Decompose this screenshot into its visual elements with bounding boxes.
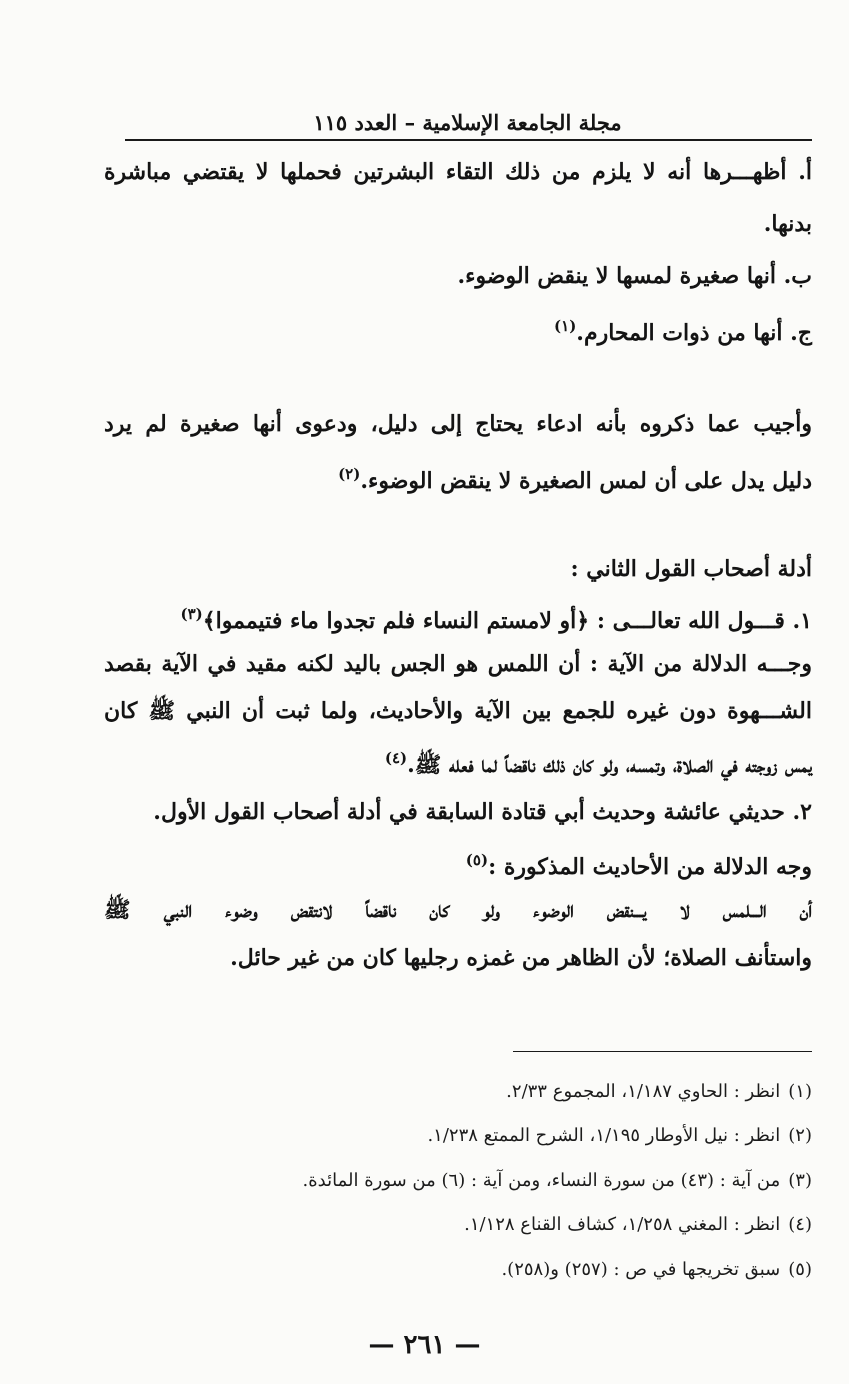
- footnote-number: (١): [788, 1081, 812, 1102]
- evidence2-line2-text: وجه الدلالة من الأحاديث المذكورة :: [488, 854, 812, 880]
- quran-verse: ﴿أو لامستم النساء فلم تجدوا ماء فتيمموا﴾: [202, 608, 590, 634]
- footnote-text: انظر : نيل الأوطار ١/١٩٥، الشرح الممتع ١/٢٣٨.: [427, 1125, 781, 1146]
- point-c: [554, 308, 812, 351]
- footnote-3: [303, 1166, 813, 1196]
- evidence2-line1: ٢. حديثي عائشة وحديث أبي قتادة السابقة في أدلة أصحاب القول الأول.: [153, 799, 812, 825]
- evidence1-prefix: ١. قـــول الله تعالـــى :: [596, 608, 812, 634]
- footnote-2: [427, 1121, 812, 1151]
- answer-line2: [338, 456, 812, 499]
- page-number: — ٢٦١ —: [368, 1330, 481, 1360]
- footnote-number: (٥): [788, 1259, 812, 1280]
- evidence2-line2: [466, 842, 812, 885]
- point-a-line2: بدنها.: [763, 211, 812, 237]
- journal-header: مجلة الجامعة الإسلامية – العدد ١١٥: [313, 110, 622, 135]
- evidence2-line3: أن الـــلمس لا يـــنقض الوضوء ولو كان ناقضاً لانتقض وضوء النبي ﷺ: [104, 897, 812, 923]
- footnote-5: [501, 1255, 812, 1285]
- header-divider: [125, 139, 812, 141]
- evidence1-line2: وجـــه الدلالة من الآية : أن اللمس هو الجس باليد لكنه مقيد في الآية بقصد: [104, 651, 812, 677]
- footnote-1: [506, 1077, 812, 1107]
- footnote-text: انظر : المغني ١/٢٥٨، كشاف القناع ١/١٢٨.: [464, 1214, 781, 1235]
- footnote-text: سبق تخريجها في ص : (٢٥٧) و(٢٥٨).: [501, 1259, 781, 1280]
- footnote-ref-5: (٥): [465, 851, 489, 869]
- footnote-ref-4: (٤): [384, 749, 408, 767]
- footnote-ref-3: (٣): [180, 605, 203, 623]
- evidence1-line4-text: يمس زوجته في الصلاة، وتمسه، ولو كان ذلك ناقضاً لما فعله ﷺ.: [407, 752, 812, 778]
- evidence1-line1: [180, 596, 812, 639]
- footnote-number: (٤): [788, 1214, 812, 1235]
- footnote-4: [464, 1210, 812, 1240]
- evidence1-line3: الشـــهوة دون غيره للجمع بين الآية والأحاديث، ولما ثبت أن النبي ﷺ كان: [104, 698, 812, 724]
- answer-line2-text: دليل يدل على أن لمس الصغيرة لا ينقض الوضوء.: [360, 468, 812, 494]
- point-b: ب. أنها صغيرة لمسها لا ينقض الوضوء.: [457, 263, 812, 289]
- answer-line1: وأجيب عما ذكروه بأنه ادعاء يحتاج إلى دليل، ودعوى أنها صغيرة لم يرد: [104, 411, 812, 437]
- footnote-ref-2: (٢): [338, 465, 361, 483]
- point-c-text: ج. أنها من ذوات المحارم.: [576, 320, 812, 346]
- footnote-ref-1: (١): [554, 317, 577, 335]
- evidence2-line4: واستأنف الصلاة؛ لأن الظاهر من غمزه رجليها كان من غير حائل.: [230, 945, 812, 971]
- footnote-divider: [513, 1051, 812, 1052]
- footnote-text: من آية : (٤٣) من سورة النساء، ومن آية : (٦) من سورة المائدة.: [302, 1170, 781, 1191]
- point-a-line1: أ. أظهـــرها أنه لا يلزم من ذلك التقاء البشرتين فحملها لا يقتضي مباشرة: [104, 159, 812, 185]
- footnote-text: انظر : الحاوي ١/١٨٧، المجموع ٢/٣٣.: [506, 1081, 781, 1102]
- footnote-number: (٢): [788, 1125, 812, 1146]
- footnote-number: (٣): [788, 1170, 812, 1191]
- evidence1-line4: [385, 740, 812, 783]
- section-heading: أدلة أصحاب القول الثاني :: [570, 556, 812, 582]
